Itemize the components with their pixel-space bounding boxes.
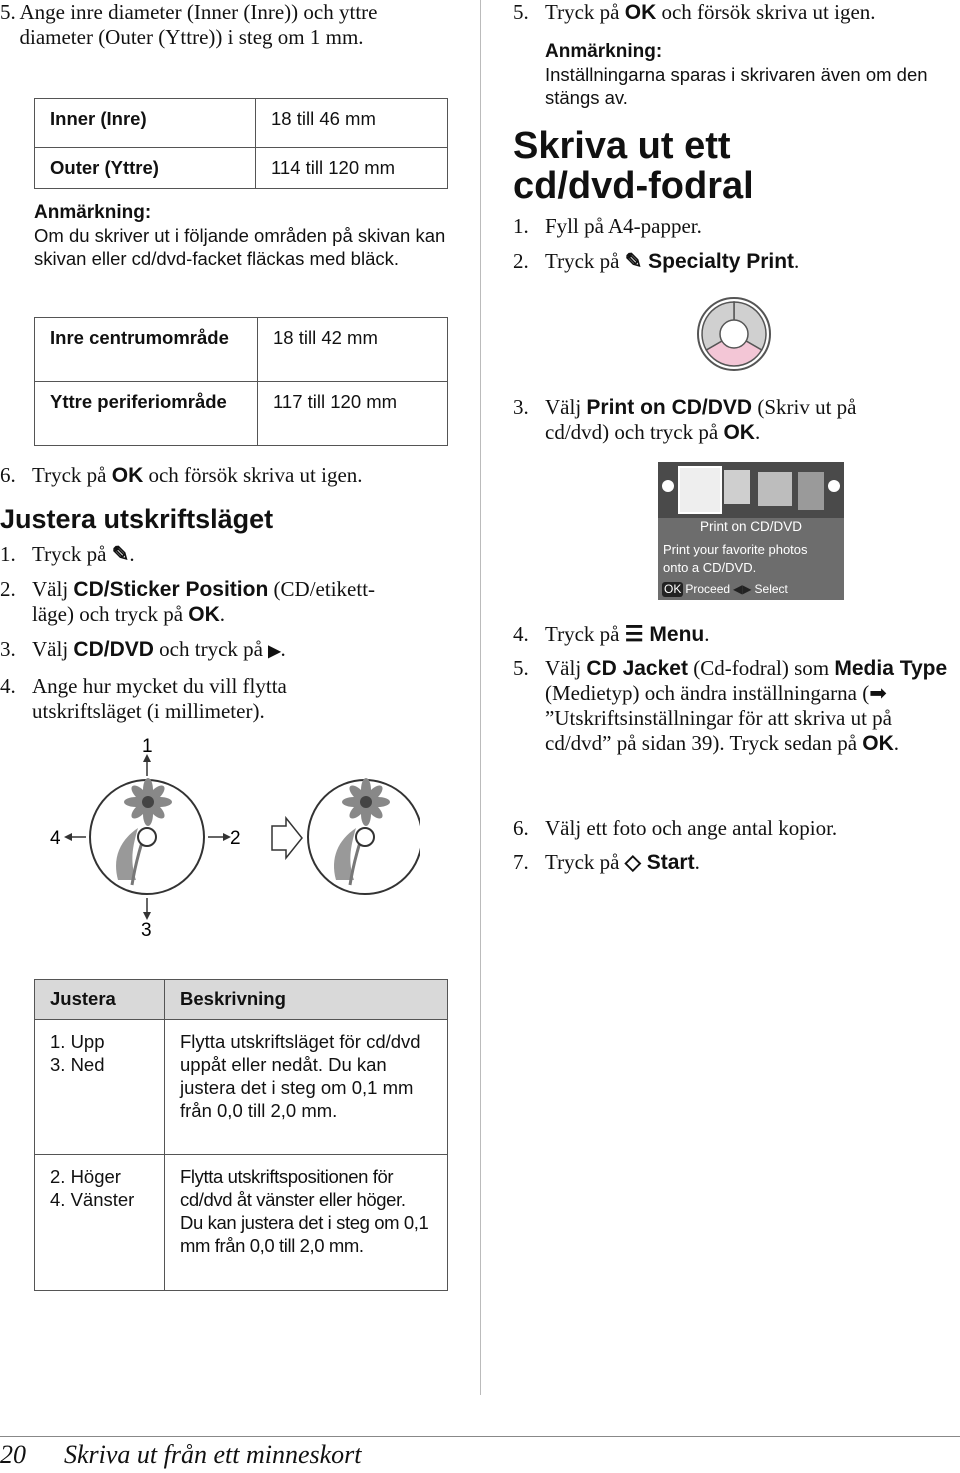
step-number: 5. [513,0,529,24]
lcd-menu-icon [758,472,792,506]
steps-a [513,214,958,274]
right-step-4 [513,622,958,647]
adjust-table [34,979,448,1291]
label-right: 2 [230,828,241,849]
lcd-menu-icon [724,470,750,504]
menu-option-label: CD Jacket [586,657,688,680]
right-step-6 [513,816,958,841]
specialty-print-key-label: ✎ Specialty Print [624,250,795,273]
lcd-menu-icon [798,472,824,510]
lcd-screen [658,462,844,600]
step-number: 1. [513,214,529,238]
lcd-select-label: Select [754,582,788,596]
cell-line: 3. Ned [50,1054,105,1075]
step-text: Tryck på [545,249,625,273]
step-text: . [794,249,800,273]
table-row [35,382,448,446]
lcd-hint-bar [662,582,788,597]
list-item [0,542,460,567]
step-text: . [280,637,286,661]
disc-position-diagram [40,730,420,945]
step-text: Fyll på A4-papper. [545,214,702,238]
start-key-label: ◇ Start [624,851,695,874]
right-step-7 [513,850,958,875]
step-text: och försök skriva ut igen. [656,0,876,24]
table-cell [35,1155,165,1291]
note-text: Inställningarna sparas i skrivaren även om den stängs av. [545,64,928,108]
footer-rule [0,1436,960,1437]
table-cell: Flytta utskriftsläget för cd/dvd uppåt eller nedåt. Du kan justera det i steg om 0,1 mm från 0,0 till 2,0 mm. [165,1020,448,1155]
step-number: 3. [0,637,16,661]
table-cell: Yttre periferiområde [35,382,258,446]
step-number: 7. [513,850,529,874]
step-text: (Medietyp) och ändra inställningarna (➡ ”Utskriftsinställningar för att skriva ut på cd/dvd” på sidan 39). Tryck sedan på [545,681,893,755]
disc-after [308,778,420,894]
note-2 [545,40,950,109]
table-header-row [35,980,448,1020]
chapter-title: Skriva ut från ett minneskort [64,1440,362,1469]
menu-key-label: ☰ Menu [624,623,705,646]
list-item [0,637,460,664]
note-heading: Anmärkning: [545,41,663,62]
step-text: Tryck på [545,622,625,646]
ok-key-label: OK [723,421,755,444]
step-text: (Skriv ut på cd/dvd) och tryck på [545,395,857,444]
left-step-6 [0,463,460,488]
footer [0,1440,362,1470]
table-cell: Flytta utskriftspositionen för cd/dvd åt vänster eller höger. Du kan justera det i steg om 0,1 mm från 0,0 till 2,0 mm. [165,1155,448,1291]
step-number: 2. [0,577,16,601]
step-number: 4. [513,622,529,646]
step-number: 2. [513,249,529,273]
ok-key-label: OK [862,732,894,755]
right-step-5 [513,0,958,25]
list-item [0,577,460,627]
ok-key-label: OK [111,464,144,487]
lcd-desc-line: Print your favorite photos [663,542,808,557]
area-table [34,317,448,446]
right-step-3 [513,395,958,445]
table-row [35,1155,448,1291]
table-cell: Inre centrumområde [35,318,258,382]
step-text: Välj [545,656,587,680]
table-row [35,1020,448,1155]
page-number: 20 [0,1440,26,1469]
right-step-5b [513,656,958,756]
lcd-select-arrows-icon: ◀▶ [733,582,752,596]
menu-option-label: CD/Sticker Position [73,578,269,601]
step-text: och tryck på [153,637,269,661]
diameter-table [34,98,448,189]
step-text: Välj [32,637,74,661]
table-cell: 114 till 120 mm [256,148,448,189]
right-arrow-icon: ▶ [268,643,281,660]
left-step-5 [0,0,450,50]
list-item [513,249,958,274]
table-cell: 117 till 120 mm [258,382,448,446]
step-text: . [219,602,226,626]
lcd-title: Print on CD/DVD [699,519,803,534]
list-item [0,674,460,724]
step-number: 1. [0,542,16,566]
step-text: . [129,542,135,566]
step-text: Tryck på [32,542,112,566]
step-text: Tryck på [32,463,112,487]
menu-option-label: CD/DVD [73,638,154,661]
step-text: Välj ett foto och ange antal kopior. [545,816,838,840]
step-text: Välj [545,395,587,419]
table-cell: Outer (Yttre) [35,148,256,189]
step-text: (Cd-fodral) som [687,656,835,680]
table-cell: 18 till 46 mm [256,99,448,148]
table-row [35,148,448,189]
table-cell [35,1020,165,1155]
ok-key-label: OK [188,603,220,626]
section-heading-cd-jacket: Skriva ut ett cd/dvd-fodral [513,125,754,207]
step-text: . [893,731,900,755]
step-number: 4. [0,674,16,698]
disc-before [90,778,204,894]
ok-key-label: OK [624,1,657,24]
step-number: 5. [0,0,16,24]
label-up: 1 [142,736,153,757]
lcd-proceed-label: Proceed [685,582,731,596]
table-row [35,99,448,148]
step-text: (CD/etikett-läge) och tryck på [32,577,376,626]
label-left: 4 [50,828,61,849]
lcd-right-arrow-icon [828,480,840,492]
table-cell: 18 till 42 mm [258,318,448,382]
step-number: 6. [513,816,529,840]
table-header-cell: Beskrivning [165,980,448,1020]
table-row [35,318,448,382]
label-down: 3 [141,920,152,941]
menu-option-label: Media Type [834,657,948,680]
table-cell: Inner (Inre) [35,99,256,148]
note-heading: Anmärkning: [34,202,152,223]
step-number: 3. [513,395,529,419]
cell-line: 1. Upp [50,1031,105,1052]
table-header-cell: Justera [35,980,165,1020]
lcd-desc-line: onto a CD/DVD. [663,560,757,575]
step-text: . [704,622,710,646]
step-text: Tryck på [545,0,625,24]
adjust-steps [0,542,460,724]
transition-arrow-icon [272,818,302,858]
section-heading-adjust: Justera utskriftsläget [0,504,274,534]
step-text: . [754,420,761,444]
step-number: 5. [513,656,529,680]
pencil-icon: ✎ [111,543,130,566]
cell-line: 4. Vänster [50,1189,135,1210]
step-text: . [694,850,700,874]
lcd-selected-icon [678,466,722,514]
step-number: 6. [0,463,16,487]
column-divider [480,0,481,1395]
menu-option-label: Print on CD/DVD [586,396,753,419]
mode-dial-icon [696,296,772,372]
step-text: och försök skriva ut igen. [143,463,363,487]
step-text: Välj [32,577,74,601]
cell-line: 2. Höger [50,1166,121,1187]
lcd-left-arrow-icon [662,480,674,492]
note-text: Om du skriver ut i följande områden på skivan kan skivan eller cd/dvd-facket fläckas med bläck. [34,225,446,269]
note-1 [34,201,454,270]
step-text: Tryck på [545,850,625,874]
step-text: Ange hur mycket du vill flytta utskriftsläget (i millimeter). [32,674,287,723]
list-item [513,214,958,239]
lcd-ok-badge: OK [664,582,682,596]
step-text: Ange inre diameter (Inner (Inre)) och yttre diameter (Outer (Yttre)) i steg om 1 mm. [19,0,378,49]
